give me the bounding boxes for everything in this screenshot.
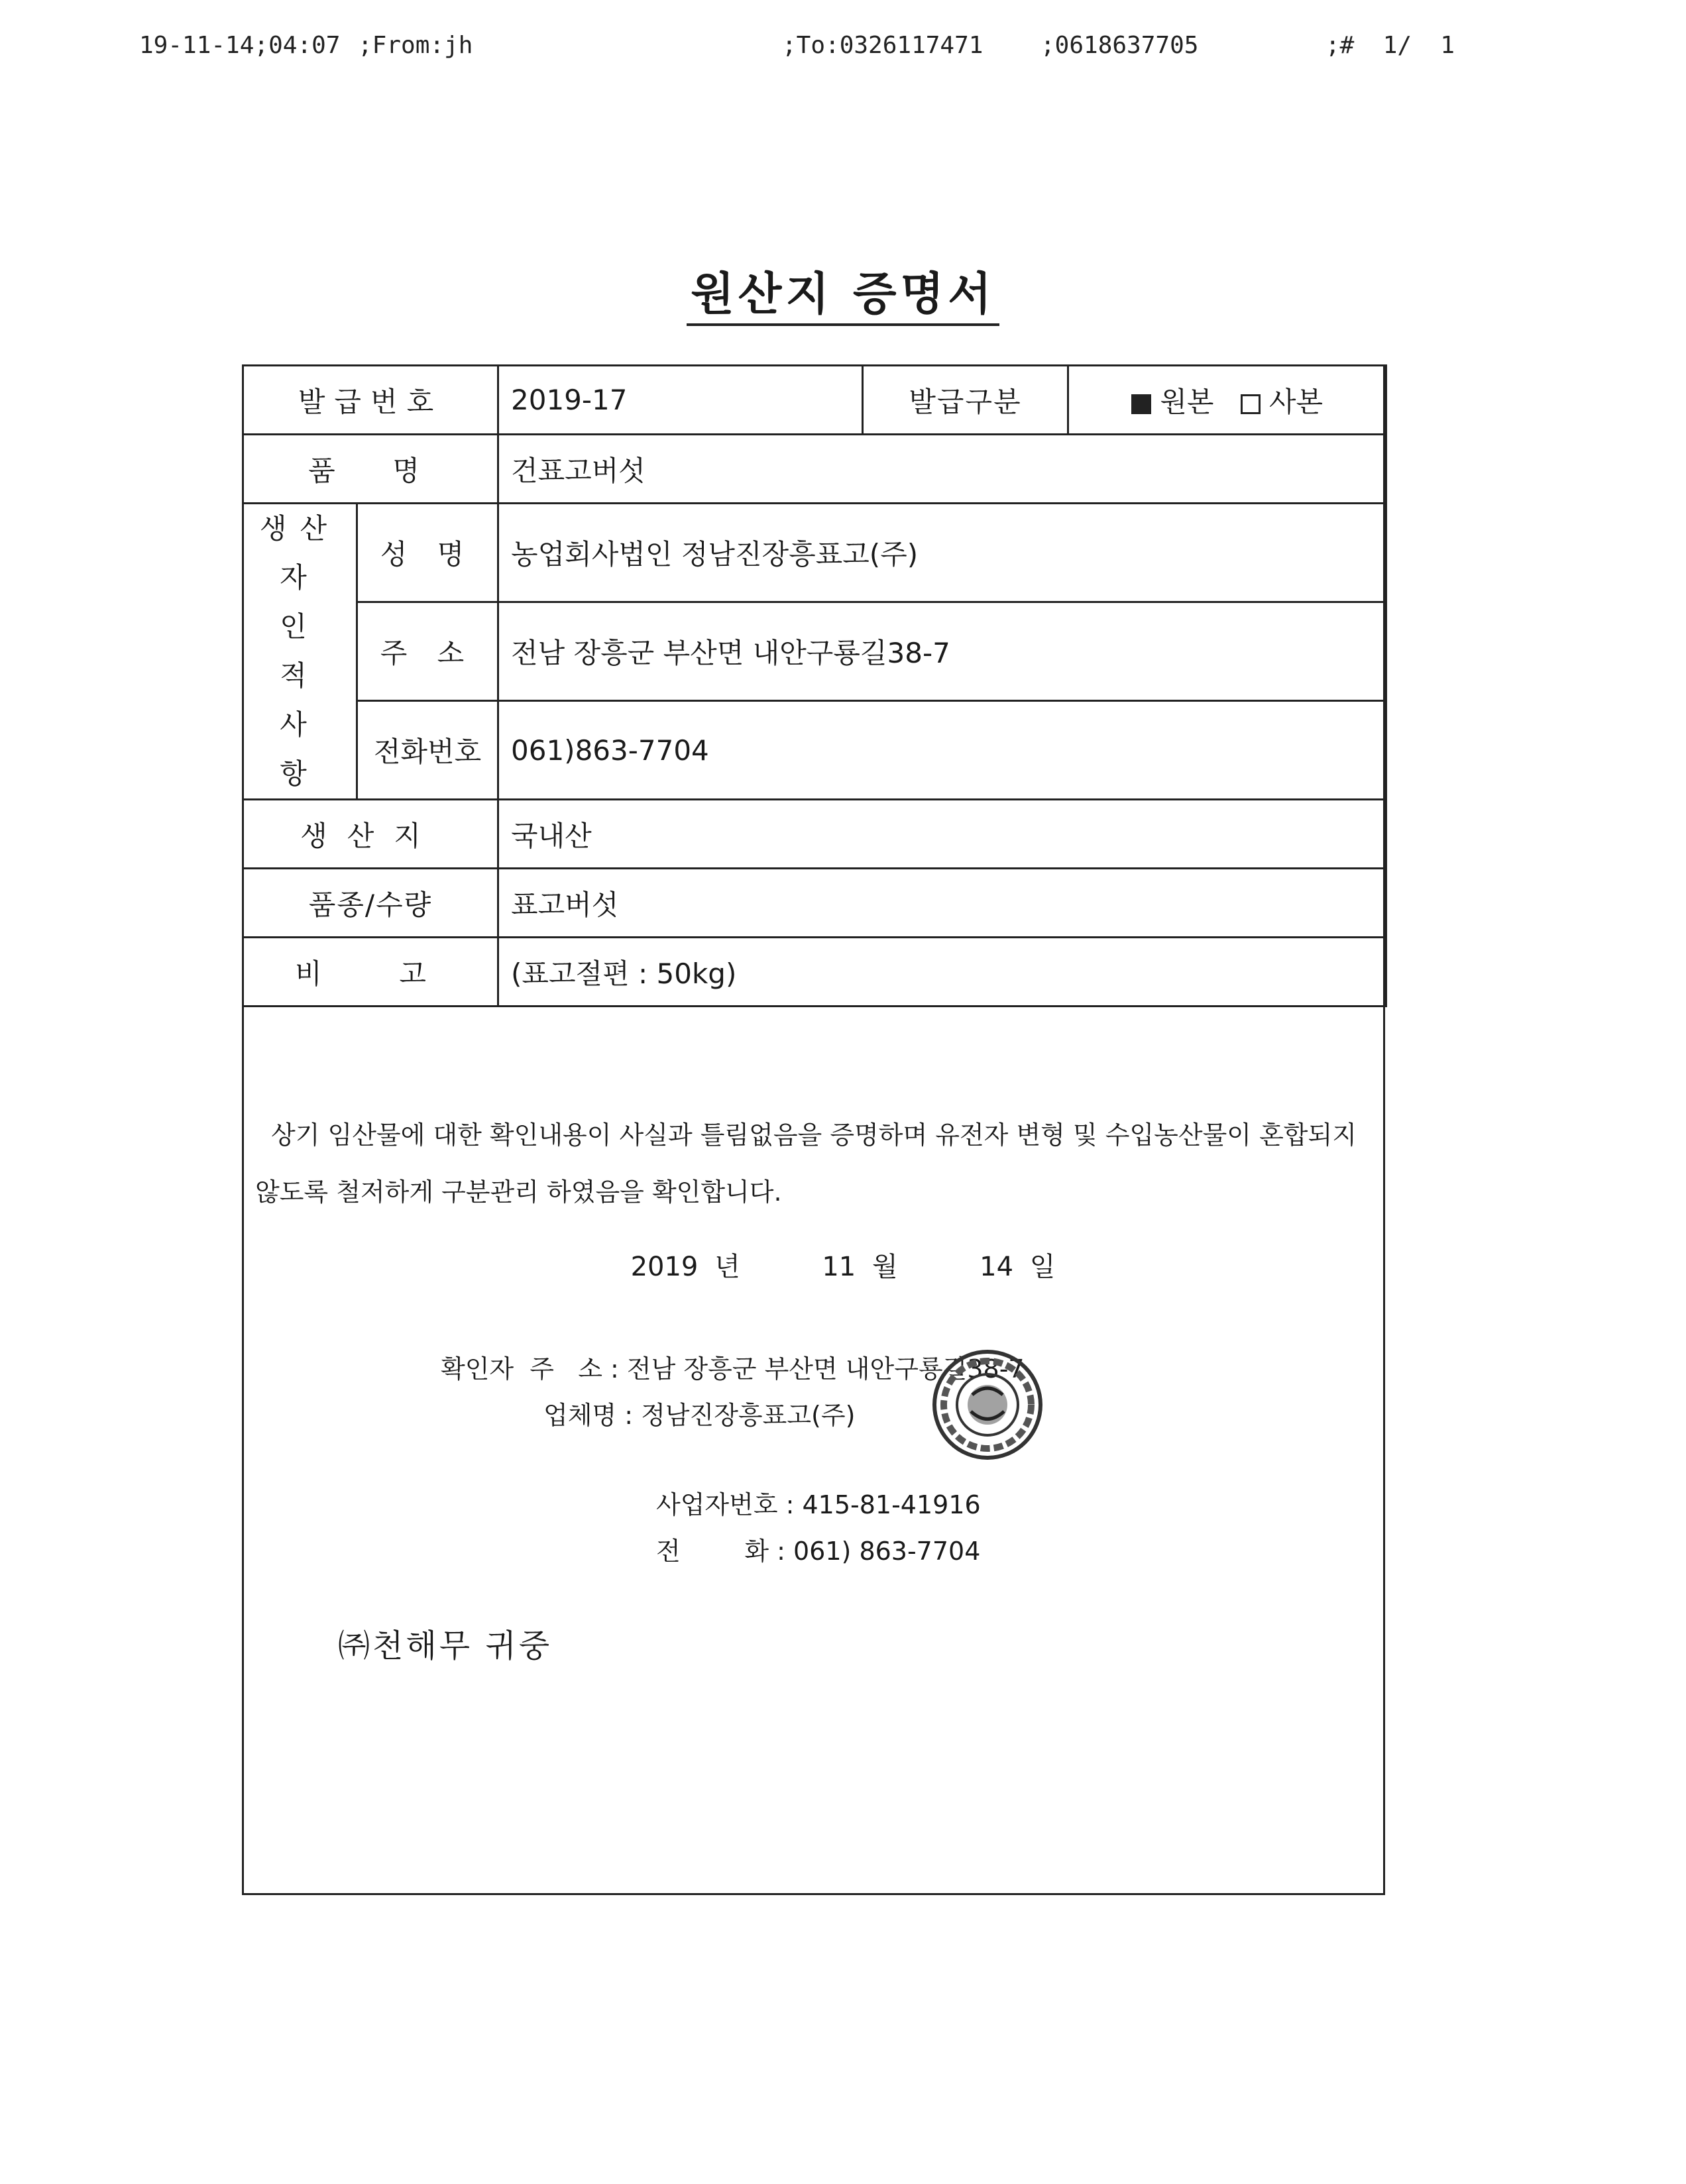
info-table [242, 364, 1387, 1007]
fax-number: ;0618637705 [1040, 32, 1199, 59]
company-seal-icon [931, 1348, 1044, 1461]
date-year-unit: 년 [714, 1252, 740, 1282]
variety-label: 품종/수량 [243, 869, 498, 938]
producer-group-line-2: 인 적 [280, 610, 320, 692]
date-day-unit: 일 [1029, 1252, 1056, 1282]
issue-no-value: 2019-17 [498, 366, 863, 435]
issue-type-label: 발급구분 [863, 366, 1068, 435]
remarks-label: 비 고 [243, 938, 498, 1007]
copy-checkbox [1241, 394, 1261, 414]
confirmer-business-no: 사업자번호 : 415-81-41916 [656, 1490, 981, 1519]
copy-label: 사본 [1268, 385, 1323, 418]
fax-from: ;From:jh [358, 32, 473, 59]
fax-datetime: 19-11-14;04:07 [139, 32, 341, 59]
row-producer-address [243, 602, 1386, 701]
row-producer-phone [243, 701, 1386, 800]
variety-value: 표고버섯 [498, 869, 1386, 938]
row-producer-name [243, 504, 1386, 602]
document-title-text: 원산지 증명서 [687, 268, 999, 326]
name-value: 농업회사법인 정남진장흥표고(주) [498, 504, 1386, 602]
row-remarks [243, 938, 1386, 1007]
confirmer-company: 업체명 : 정남진장흥표고(주) [543, 1401, 856, 1430]
product-label: 품 명 [243, 435, 498, 504]
recipient: ㈜천해무 귀중 [338, 1627, 553, 1665]
issue-no-label: 발급번호 [243, 366, 498, 435]
row-product [243, 435, 1386, 504]
original-checkbox [1131, 394, 1151, 414]
date-month: 11 [822, 1252, 856, 1282]
fax-to: ;To:0326117471 [782, 32, 984, 59]
date-year: 2019 [630, 1252, 699, 1282]
issue-date [0, 1246, 1686, 1283]
original-label: 원본 [1160, 385, 1214, 418]
confirmer-address: 확인자 주 소 : 전남 장흥군 부산면 내안구룡길38-7 [441, 1354, 1025, 1384]
confirmer-phone: 전 화 : 061) 863-7704 [656, 1537, 981, 1566]
phone-value: 061)863-7704 [498, 701, 1386, 800]
row-issue [243, 366, 1386, 435]
producer-group-line-1: 생산자 [259, 512, 341, 594]
name-label: 성 명 [357, 504, 498, 602]
fax-page: ;# 1/ 1 [1325, 32, 1455, 59]
row-variety [243, 869, 1386, 938]
date-day: 14 [980, 1252, 1014, 1282]
remarks-value: (표고절편 : 50kg) [498, 938, 1386, 1007]
row-origin [243, 800, 1386, 869]
fax-header [0, 32, 1686, 65]
address-label: 주 소 [357, 602, 498, 701]
product-value: 건표고버섯 [498, 435, 1386, 504]
issue-type-options [1068, 366, 1386, 435]
origin-label: 생산지 [243, 800, 498, 869]
phone-label: 전화번호 [357, 701, 498, 800]
origin-value: 국내산 [498, 800, 1386, 869]
date-month-unit: 월 [871, 1252, 898, 1282]
certification-statement: 상기 임산물에 대한 확인내용이 사실과 틀림없음을 증명하며 유전자 변형 및 수입농산물이 혼합되지 않도록 철저하게 구분관리 하였음을 확인합니다. [255, 1120, 1357, 1207]
producer-group-label [243, 504, 357, 800]
address-value: 전남 장흥군 부산면 내안구룡길38-7 [498, 602, 1386, 701]
producer-group-line-3: 사 항 [280, 708, 320, 790]
document-title [0, 258, 1686, 323]
